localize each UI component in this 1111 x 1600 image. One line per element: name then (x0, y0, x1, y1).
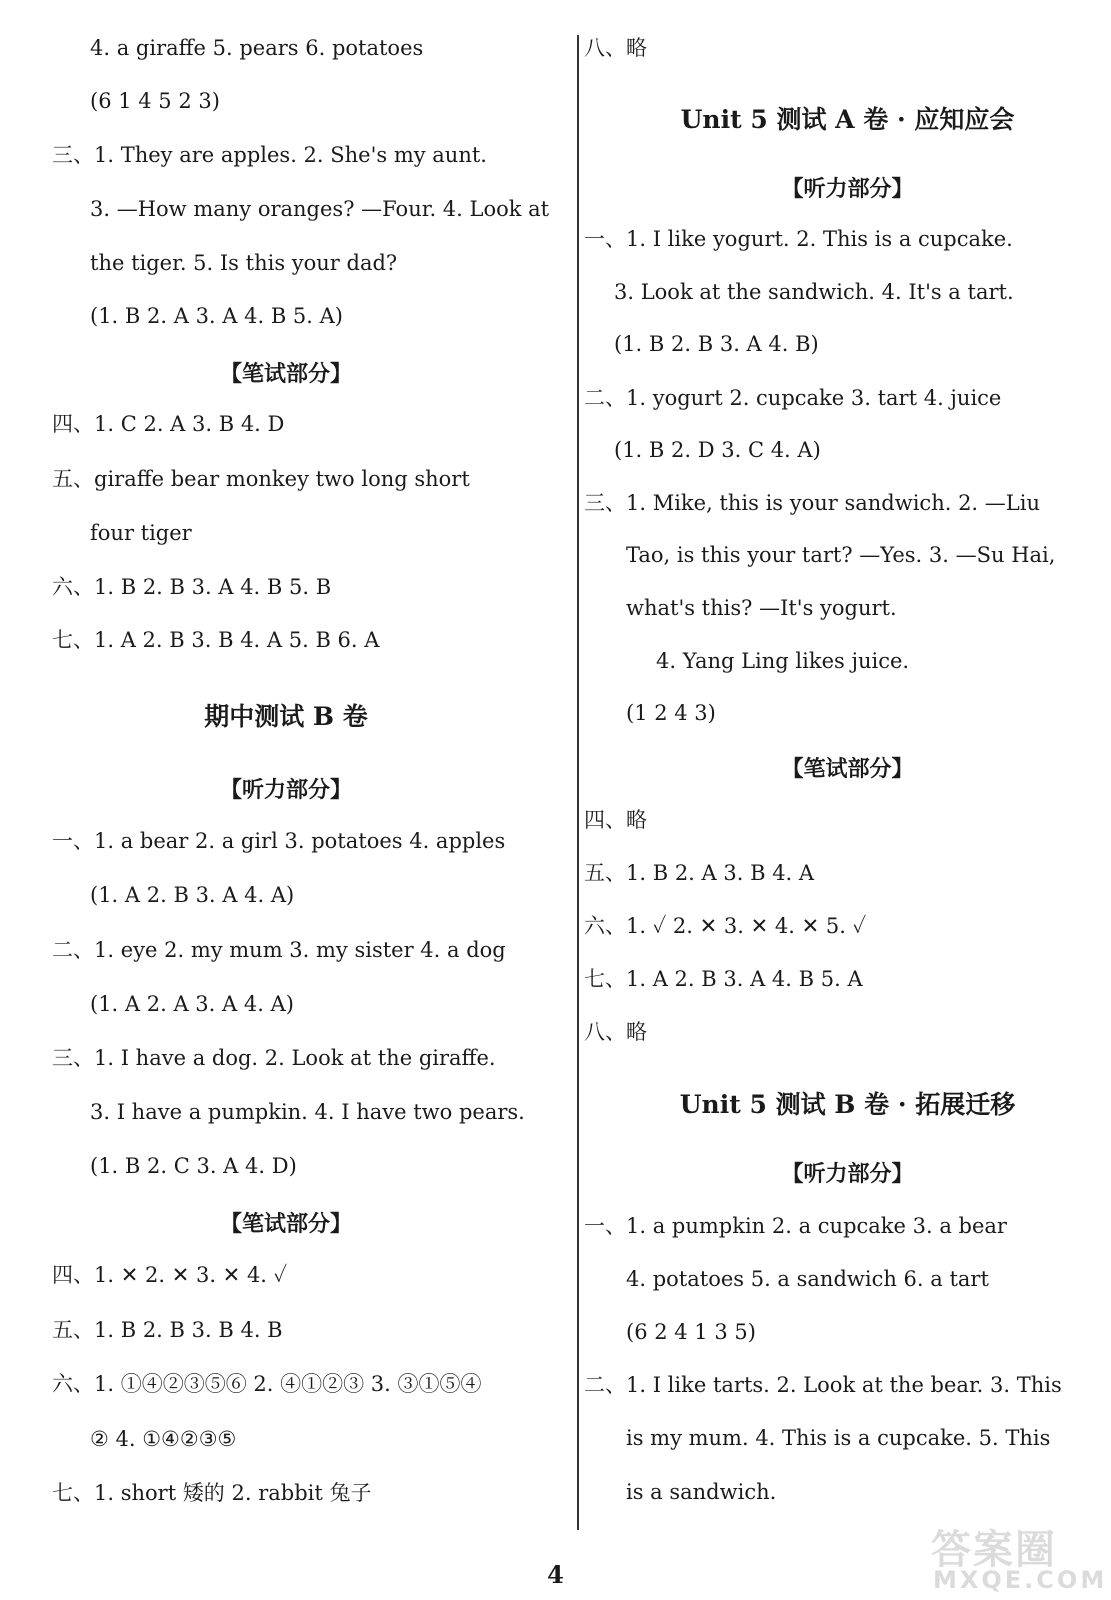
answer-line: the tiger. 5. Is this your dad? (90, 251, 398, 275)
answer-line: 二、1. I like tarts. 2. Look at the bear. 3. This (584, 1373, 1062, 1397)
column-divider (577, 35, 579, 1530)
answer-line: what's this? —It's yogurt. (626, 596, 897, 620)
answer-line: ② 4. ①④②③⑤ (90, 1427, 237, 1451)
answer-line: 四、略 (584, 808, 647, 832)
answer-line: 四、1. ✕ 2. ✕ 3. ✕ 4. ✓ (52, 1263, 288, 1287)
answer-line: 二、1. yogurt 2. cupcake 3. tart 4. juice (584, 386, 1002, 410)
answer-line: 六、1. ①④②③⑤⑥ 2. ④①②③ 3. ③①⑤④ (52, 1372, 482, 1396)
answer-line: (1. A 2. A 3. A 4. A) (90, 992, 294, 1016)
answer-line: 五、giraffe bear monkey two long short (52, 467, 470, 491)
answer-line: 二、1. eye 2. my mum 3. my sister 4. a dog (52, 938, 506, 962)
answer-line: 三、1. Mike, this is your sandwich. 2. —Liu (584, 491, 1040, 515)
answer-line: (6 2 4 1 3 5) (626, 1320, 756, 1344)
answer-line: 七、1. short 矮的 2. rabbit 兔子 (52, 1481, 372, 1505)
answer-line: (1. B 2. B 3. A 4. B) (614, 332, 819, 356)
answer-line: (1. B 2. C 3. A 4. D) (90, 1154, 297, 1178)
answer-line: (1 2 4 3) (626, 701, 716, 725)
page-number: 4 (547, 1560, 564, 1589)
section-heading: 【听力部分】 (219, 777, 352, 803)
answer-line: is my mum. 4. This is a cupcake. 5. This (626, 1426, 1051, 1450)
section-heading: 【笔试部分】 (781, 756, 914, 782)
section-heading: Unit 5 测试 A 卷 · 应知应会 (680, 105, 1015, 134)
answer-line: 六、1. ✓ 2. ✕ 3. ✕ 4. ✕ 5. ✓ (584, 914, 867, 938)
watermark-text: 答案圈 (931, 1527, 1057, 1573)
section-heading: 期中测试 B 卷 (204, 702, 368, 731)
watermark-url: MXQE.COM (933, 1566, 1108, 1594)
answer-line: (1. B 2. A 3. A 4. B 5. A) (90, 304, 344, 328)
answer-line: 4. a giraffe 5. pears 6. potatoes (90, 36, 424, 60)
section-heading: 【笔试部分】 (219, 361, 352, 387)
answer-line: 3. —How many oranges? —Four. 4. Look at (90, 197, 550, 221)
answer-line: (6 1 4 5 2 3) (90, 89, 220, 113)
answer-line: 一、1. a pumpkin 2. a cupcake 3. a bear (584, 1214, 1007, 1238)
section-heading: Unit 5 测试 B 卷 · 拓展迁移 (679, 1090, 1016, 1119)
answer-line: 四、1. C 2. A 3. B 4. D (52, 412, 285, 436)
watermark-logo (921, 1514, 1108, 1594)
answer-line: 一、1. I like yogurt. 2. This is a cupcake. (584, 227, 1013, 251)
answer-line: four tiger (90, 521, 192, 545)
answer-line: (1. B 2. D 3. C 4. A) (614, 438, 821, 462)
answer-line: 3. Look at the sandwich. 4. It's a tart. (614, 280, 1014, 304)
section-heading: 【听力部分】 (781, 1161, 914, 1187)
answer-line: 八、略 (584, 1020, 647, 1044)
answer-line: 七、1. A 2. B 3. B 4. A 5. B 6. A (52, 628, 380, 652)
answer-line: 一、1. a bear 2. a girl 3. potatoes 4. apples (52, 829, 506, 853)
answer-line: 八、略 (584, 36, 647, 60)
answer-line: 七、1. A 2. B 3. A 4. B 5. A (584, 967, 863, 991)
answer-line: 六、1. B 2. B 3. A 4. B 5. B (52, 575, 332, 599)
answer-line: 五、1. B 2. A 3. B 4. A (584, 861, 815, 885)
answer-line: 4. Yang Ling likes juice. (656, 649, 910, 673)
answer-line: 三、1. They are apples. 2. She's my aunt. (52, 143, 487, 167)
answer-line: 三、1. I have a dog. 2. Look at the giraffe. (52, 1046, 496, 1070)
answer-line: (1. A 2. B 3. A 4. A) (90, 883, 295, 907)
answer-line: 五、1. B 2. B 3. B 4. B (52, 1318, 283, 1342)
answer-line: Tao, is this your tart? —Yes. 3. —Su Hai, (626, 543, 1056, 567)
answer-line: 4. potatoes 5. a sandwich 6. a tart (626, 1267, 989, 1291)
answer-line: 3. I have a pumpkin. 4. I have two pears. (90, 1100, 525, 1124)
section-heading: 【听力部分】 (781, 176, 914, 202)
answer-line: is a sandwich. (626, 1480, 777, 1504)
section-heading: 【笔试部分】 (219, 1211, 352, 1237)
